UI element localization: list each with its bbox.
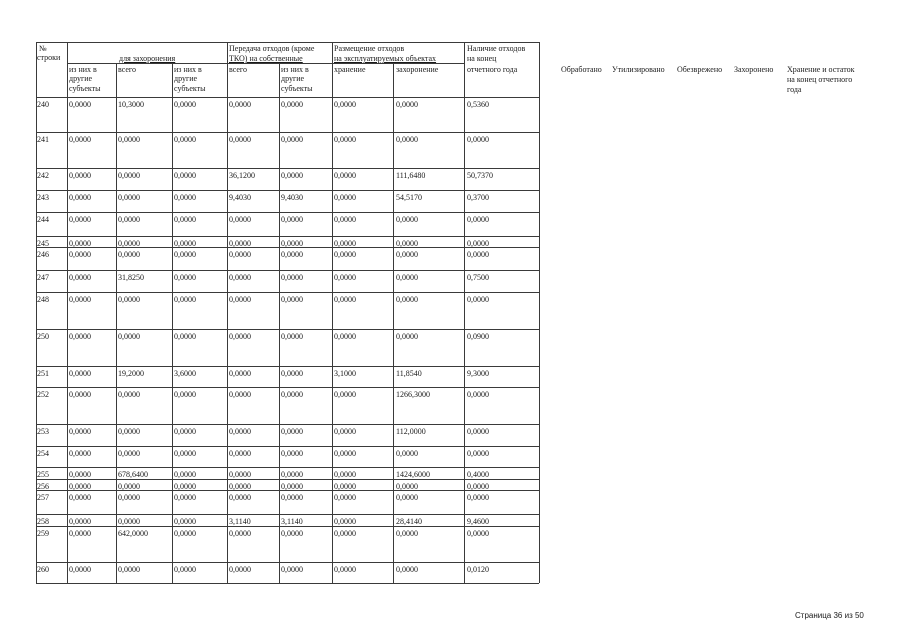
table-cell: 0,0000 xyxy=(334,332,356,341)
table-cell: 0,0000 xyxy=(334,449,356,458)
row-rule xyxy=(36,490,539,491)
table-cell: 0,0000 xyxy=(174,517,196,526)
table-cell: 0,0000 xyxy=(334,239,356,248)
table-cell: 0,0000 xyxy=(467,135,489,144)
table-cell: 0,0000 xyxy=(69,171,91,180)
table-cell: 9,4600 xyxy=(467,517,489,526)
presence-title-1: Наличие отходов xyxy=(467,44,526,53)
column-rule xyxy=(464,42,465,583)
table-cell: 0,0000 xyxy=(229,390,251,399)
table-cell: 0,0000 xyxy=(229,529,251,538)
table-cell: 0,0000 xyxy=(229,100,251,109)
table-cell: 0,0000 xyxy=(118,482,140,491)
table-cell: 0,0000 xyxy=(281,215,303,224)
row-number-cell: 256 xyxy=(37,482,49,491)
table-cell: 0,0000 xyxy=(118,171,140,180)
row-rule xyxy=(36,446,539,447)
table-cell: 0,0000 xyxy=(69,427,91,436)
table-cell: 0,0000 xyxy=(281,100,303,109)
table-cell: 0,0000 xyxy=(396,449,418,458)
row-rule xyxy=(36,562,539,563)
table-cell: 0,0000 xyxy=(174,100,196,109)
table-cell: 642,0000 xyxy=(118,529,148,538)
table-cell: 0,0000 xyxy=(467,390,489,399)
table-cell: 0,0000 xyxy=(174,171,196,180)
table-cell: 0,7500 xyxy=(467,273,489,282)
table-cell: 0,0000 xyxy=(467,449,489,458)
table-cell: 0,0000 xyxy=(467,482,489,491)
page-number: Страница 36 из 50 xyxy=(795,611,864,620)
transfer-title-2: ТКО) на собственные xyxy=(229,54,303,63)
row-number-cell: 250 xyxy=(37,332,49,341)
row-number-cell: 259 xyxy=(37,529,49,538)
table-cell: 0,0000 xyxy=(281,482,303,491)
table-cell: 0,0000 xyxy=(396,295,418,304)
table-cell: 0,4000 xyxy=(467,470,489,479)
table-cell: 0,0000 xyxy=(281,239,303,248)
subcol3-line3: субъекты xyxy=(174,84,206,93)
subcol1-line2: другие xyxy=(69,74,93,83)
table-cell: 0,0000 xyxy=(229,369,251,378)
table-cell: 0,0000 xyxy=(281,493,303,502)
table-cell: 3,1140 xyxy=(281,517,303,526)
table-cell: 0,0000 xyxy=(334,565,356,574)
table-cell: 0,0000 xyxy=(334,171,356,180)
table-cell: 0,0000 xyxy=(118,565,140,574)
table-cell: 0,0000 xyxy=(174,215,196,224)
row-number-header-sub: строки xyxy=(37,53,61,62)
table-cell: 0,0000 xyxy=(69,135,91,144)
row-number-cell: 248 xyxy=(37,295,49,304)
row-number-cell: 247 xyxy=(37,273,49,282)
table-cell: 0,0000 xyxy=(174,273,196,282)
table-cell: 0,0000 xyxy=(334,470,356,479)
table-cell: 0,0000 xyxy=(396,239,418,248)
table-cell: 0,0000 xyxy=(281,135,303,144)
table-cell: 0,0000 xyxy=(396,215,418,224)
transfer-col2-line2: другие xyxy=(281,74,305,83)
table-cell: 0,0000 xyxy=(118,215,140,224)
table-cell: 0,0000 xyxy=(334,427,356,436)
table-cell: 0,0000 xyxy=(334,482,356,491)
table-bottom-rule xyxy=(36,583,539,584)
column-rule xyxy=(116,63,117,583)
table-cell: 19,2000 xyxy=(118,369,144,378)
row-number-cell: 244 xyxy=(37,215,49,224)
table-cell: 0,0000 xyxy=(396,135,418,144)
row-number-cell: 246 xyxy=(37,250,49,259)
table-cell: 0,0000 xyxy=(334,529,356,538)
table-cell: 1266,3000 xyxy=(396,390,430,399)
column-rule xyxy=(539,42,540,583)
table-cell: 3,1140 xyxy=(229,517,251,526)
table-cell: 0,0900 xyxy=(467,332,489,341)
table-cell: 0,0000 xyxy=(281,390,303,399)
table-cell: 678,6400 xyxy=(118,470,148,479)
table-cell: 0,3700 xyxy=(467,193,489,202)
table-cell: 9,4030 xyxy=(229,193,251,202)
placement-title-1: Размещение отходов xyxy=(334,44,405,53)
table-cell: 1424,6000 xyxy=(396,470,430,479)
row-rule xyxy=(36,236,539,237)
table-cell: 0,0000 xyxy=(118,193,140,202)
table-cell: 0,0000 xyxy=(467,427,489,436)
row-rule xyxy=(36,97,539,98)
table-cell: 0,0000 xyxy=(229,135,251,144)
table-cell: 0,0000 xyxy=(69,493,91,502)
table-cell: 0,0000 xyxy=(69,482,91,491)
column-rule xyxy=(393,63,394,583)
column-rule xyxy=(279,63,280,583)
table-cell: 0,0000 xyxy=(396,250,418,259)
table-cell: 0,0000 xyxy=(467,250,489,259)
table-cell: 0,0000 xyxy=(69,517,91,526)
row-number-cell: 251 xyxy=(37,369,49,378)
table-cell: 0,0000 xyxy=(69,295,91,304)
table-cell: 0,0000 xyxy=(118,295,140,304)
subcol1-line1: из них в xyxy=(69,65,97,74)
presence-title-3: отчетного года xyxy=(467,65,518,74)
table-cell: 0,0000 xyxy=(69,250,91,259)
row-number-cell: 245 xyxy=(37,239,49,248)
row-number-cell: 254 xyxy=(37,449,49,458)
row-rule xyxy=(36,424,539,425)
table-cell: 0,0000 xyxy=(69,565,91,574)
subcol3-line1: из них в xyxy=(174,65,202,74)
row-rule xyxy=(36,270,539,271)
table-cell: 0,0000 xyxy=(69,369,91,378)
table-cell: 0,0120 xyxy=(467,565,489,574)
row-rule xyxy=(36,387,539,388)
table-cell: 112,0000 xyxy=(396,427,426,436)
table-cell: 0,0000 xyxy=(467,239,489,248)
placement-storage-header: хранение xyxy=(334,65,366,74)
table-cell: 0,0000 xyxy=(334,273,356,282)
table-cell: 0,0000 xyxy=(118,135,140,144)
table-cell: 0,0000 xyxy=(396,273,418,282)
storage-header-1: Хранение и остаток xyxy=(787,65,855,74)
table-cell: 0,0000 xyxy=(229,482,251,491)
table-cell: 0,0000 xyxy=(229,427,251,436)
neutralized-header: Обезврежено xyxy=(677,65,723,74)
row-rule xyxy=(36,212,539,213)
buried-header: Захоронено xyxy=(734,65,774,74)
row-number-cell: 260 xyxy=(37,565,49,574)
table-cell: 0,0000 xyxy=(229,273,251,282)
table-cell: 0,0000 xyxy=(174,250,196,259)
table-cell: 0,0000 xyxy=(69,273,91,282)
table-cell: 0,0000 xyxy=(334,517,356,526)
table-cell: 3,6000 xyxy=(174,369,196,378)
table-cell: 0,0000 xyxy=(281,332,303,341)
table-cell: 0,0000 xyxy=(396,100,418,109)
row-number-cell: 243 xyxy=(37,193,49,202)
table-cell: 0,0000 xyxy=(69,470,91,479)
subcol2-header: всего xyxy=(118,65,137,74)
table-cell: 0,0000 xyxy=(118,239,140,248)
table-cell: 0,0000 xyxy=(229,565,251,574)
table-cell: 0,0000 xyxy=(174,295,196,304)
storage-header-2: на конец отчетного xyxy=(787,75,853,84)
table-cell: 0,0000 xyxy=(69,449,91,458)
table-cell: 54,5170 xyxy=(396,193,422,202)
row-rule xyxy=(36,366,539,367)
table-cell: 0,0000 xyxy=(281,427,303,436)
table-cell: 36,1200 xyxy=(229,171,255,180)
table-cell: 0,0000 xyxy=(69,193,91,202)
table-cell: 0,0000 xyxy=(396,529,418,538)
header-sub-rule xyxy=(67,63,465,64)
table-cell: 0,0000 xyxy=(69,100,91,109)
table-cell: 0,0000 xyxy=(334,135,356,144)
table-cell: 9,3000 xyxy=(467,369,489,378)
table-cell: 0,0000 xyxy=(118,332,140,341)
table-cell: 0,0000 xyxy=(174,239,196,248)
table-cell: 3,1000 xyxy=(334,369,356,378)
table-cell: 0,0000 xyxy=(229,493,251,502)
transfer-title-1: Передача отходов (кроме xyxy=(229,44,315,53)
table-cell: 50,7370 xyxy=(467,171,493,180)
row-rule xyxy=(36,168,539,169)
table-cell: 0,0000 xyxy=(174,332,196,341)
row-number-cell: 252 xyxy=(37,390,49,399)
table-cell: 0,0000 xyxy=(118,449,140,458)
transfer-col2-line1: из них в xyxy=(281,65,309,74)
row-number-header: № xyxy=(39,44,47,53)
row-number-cell: 241 xyxy=(37,135,49,144)
table-cell: 0,0000 xyxy=(281,295,303,304)
row-number-cell: 257 xyxy=(37,493,49,502)
table-cell: 0,5360 xyxy=(467,100,489,109)
table-cell: 0,0000 xyxy=(229,215,251,224)
table-cell: 28,4140 xyxy=(396,517,422,526)
table-cell: 0,0000 xyxy=(281,470,303,479)
table-cell: 11,8540 xyxy=(396,369,422,378)
column-rule xyxy=(227,42,228,583)
table-cell: 0,0000 xyxy=(334,390,356,399)
row-rule xyxy=(36,479,539,480)
table-cell: 0,0000 xyxy=(174,493,196,502)
table-cell: 0,0000 xyxy=(281,449,303,458)
row-rule xyxy=(36,132,539,133)
column-rule xyxy=(332,42,333,583)
table-cell: 0,0000 xyxy=(229,250,251,259)
table-cell: 0,0000 xyxy=(229,470,251,479)
table-cell: 0,0000 xyxy=(174,193,196,202)
table-cell: 0,0000 xyxy=(396,565,418,574)
table-cell: 0,0000 xyxy=(174,427,196,436)
row-number-cell: 240 xyxy=(37,100,49,109)
table-cell: 0,0000 xyxy=(334,295,356,304)
column-rule xyxy=(172,63,173,583)
table-cell: 0,0000 xyxy=(174,565,196,574)
table-cell: 0,0000 xyxy=(69,215,91,224)
placement-burial-header: захоронение xyxy=(396,65,439,74)
table-cell: 0,0000 xyxy=(174,470,196,479)
table-cell: 0,0000 xyxy=(467,493,489,502)
table-cell: 0,0000 xyxy=(467,529,489,538)
table-cell: 0,0000 xyxy=(118,493,140,502)
row-rule xyxy=(36,190,539,191)
table-cell: 0,0000 xyxy=(334,250,356,259)
table-cell: 0,0000 xyxy=(174,135,196,144)
table-cell: 0,0000 xyxy=(281,565,303,574)
table-cell: 0,0000 xyxy=(69,332,91,341)
processed-header: Обработано xyxy=(561,65,602,74)
table-cell: 0,0000 xyxy=(118,390,140,399)
row-number-cell: 253 xyxy=(37,427,49,436)
table-cell: 31,8250 xyxy=(118,273,144,282)
row-rule xyxy=(36,247,539,248)
table-cell: 0,0000 xyxy=(69,390,91,399)
table-cell: 10,3000 xyxy=(118,100,144,109)
row-rule xyxy=(36,514,539,515)
table-cell: 0,0000 xyxy=(229,295,251,304)
table-cell: 0,0000 xyxy=(174,390,196,399)
table-cell: 0,0000 xyxy=(174,449,196,458)
table-cell: 0,0000 xyxy=(229,449,251,458)
placement-title-2: на эксплуатируемых объектах xyxy=(334,54,437,63)
table-cell: 111,6480 xyxy=(396,171,426,180)
subcol3-line2: другие xyxy=(174,74,198,83)
burial-group-title: для захоронения xyxy=(119,54,176,63)
table-cell: 0,0000 xyxy=(396,493,418,502)
row-rule xyxy=(36,329,539,330)
table-cell: 0,0000 xyxy=(281,171,303,180)
table-cell: 0,0000 xyxy=(334,493,356,502)
row-number-cell: 255 xyxy=(37,470,49,479)
column-rule xyxy=(67,42,68,583)
subcol1-line3: субъекты xyxy=(69,84,101,93)
storage-header-3: года xyxy=(787,85,802,94)
presence-title-2: на конец xyxy=(467,54,497,63)
table-cell: 0,0000 xyxy=(467,215,489,224)
table-cell: 0,0000 xyxy=(281,250,303,259)
row-rule xyxy=(36,292,539,293)
table-cell: 0,0000 xyxy=(281,369,303,378)
table-cell: 0,0000 xyxy=(281,273,303,282)
table-cell: 0,0000 xyxy=(334,100,356,109)
table-cell: 0,0000 xyxy=(69,529,91,538)
transfer-col1-header: всего xyxy=(229,65,248,74)
table-cell: 0,0000 xyxy=(467,295,489,304)
table-cell: 0,0000 xyxy=(334,215,356,224)
table-cell: 0,0000 xyxy=(118,427,140,436)
row-rule xyxy=(36,467,539,468)
table-cell: 0,0000 xyxy=(281,529,303,538)
table-cell: 0,0000 xyxy=(396,482,418,491)
table-cell: 0,0000 xyxy=(229,239,251,248)
table-cell: 0,0000 xyxy=(229,332,251,341)
row-number-cell: 242 xyxy=(37,171,49,180)
table-cell: 0,0000 xyxy=(69,239,91,248)
table-cell: 0,0000 xyxy=(174,529,196,538)
table-cell: 9,4030 xyxy=(281,193,303,202)
table-cell: 0,0000 xyxy=(118,517,140,526)
row-number-cell: 258 xyxy=(37,517,49,526)
table-cell: 0,0000 xyxy=(174,482,196,491)
utilized-header: Утилизировано xyxy=(612,65,665,74)
table-cell: 0,0000 xyxy=(334,193,356,202)
table-cell: 0,0000 xyxy=(396,332,418,341)
table-cell: 0,0000 xyxy=(118,250,140,259)
row-rule xyxy=(36,526,539,527)
transfer-col2-line3: субъекты xyxy=(281,84,313,93)
